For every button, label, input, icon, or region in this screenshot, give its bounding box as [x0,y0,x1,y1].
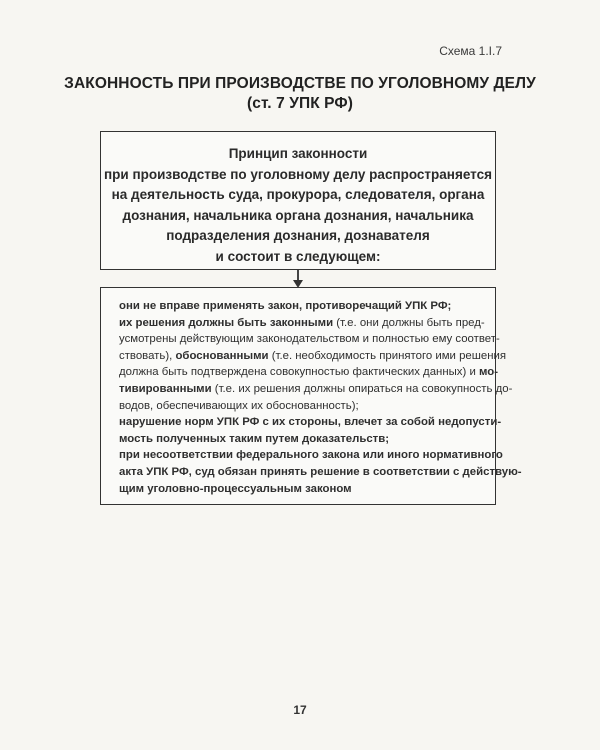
principle-line-1: Принцип законности [228,146,368,161]
page-title [0,74,600,114]
details-text: (т.е. они должны быть пред- [333,316,485,329]
details-item-2-line-4 [119,364,499,381]
principle-line-2: при производстве по уголовному делу распространяется [104,166,492,182]
title-line-1: ЗАКОННОСТЬ ПРИ ПРОИЗВОДСТВЕ ПО УГОЛОВНОМУ ДЕЛУ [64,75,536,92]
term-motivated-part1: мо- [478,366,499,379]
principle-line-3: на деятельность суда, прокурора, следователя, органа [111,187,485,202]
scheme-label: Схема 1.I.7 [439,44,502,58]
details-item-3-line-2: мость полученных таким путем доказательств; [119,432,390,445]
details-text: (т.е. необходимость принятого ими решения [268,349,507,362]
details-item-2-line-6: водов, обеспечивающих их обоснованность); [119,399,359,412]
page-number: 17 [293,703,307,717]
details-item-4-line-1: при несоответствии федерального закона или иного нормативного [119,449,503,462]
details-text: (т.е. их решения должны опираться на совокупность до- [211,382,513,395]
principle-line-4: дознания, начальника органа дознания, начальника [122,207,474,223]
principle-box [100,131,496,270]
details-box [100,287,522,505]
details-item-2-line-5 [119,381,513,398]
details-item-2-line-1 [119,315,485,332]
details-item-1: они не вправе применять закон, противоречащий УПК РФ; [119,300,452,312]
title-line-2: (ст. 7 УПК РФ) [246,95,354,112]
principle-line-5: подразделения дознания, дознавателя [166,228,430,243]
term-justified: обоснованными [175,349,269,362]
term-lawful: их решения должны быть законными [119,316,334,329]
details-item-3-line-1: нарушение норм УПК РФ с их стороны, влечет за собой недопусти- [119,416,502,429]
principle-line-6: и состоит в следующем: [215,248,381,264]
details-item-2-line-2: усмотрены действующим законодательством и полностью ему соответ- [119,333,500,346]
term-motivated-part2: тивированными [119,382,212,395]
details-text: ствовать), [119,349,176,362]
details-item-4-line-2: акта УПК РФ, суд обязан принять решение в соответствии с действую- [119,465,522,478]
details-item-4-line-3: щим уголовно-процессуальным законом [119,482,352,495]
details-text: должна быть подтверждена совокупностью фактических данных) и [119,366,479,379]
details-item-2-line-3 [119,348,507,365]
